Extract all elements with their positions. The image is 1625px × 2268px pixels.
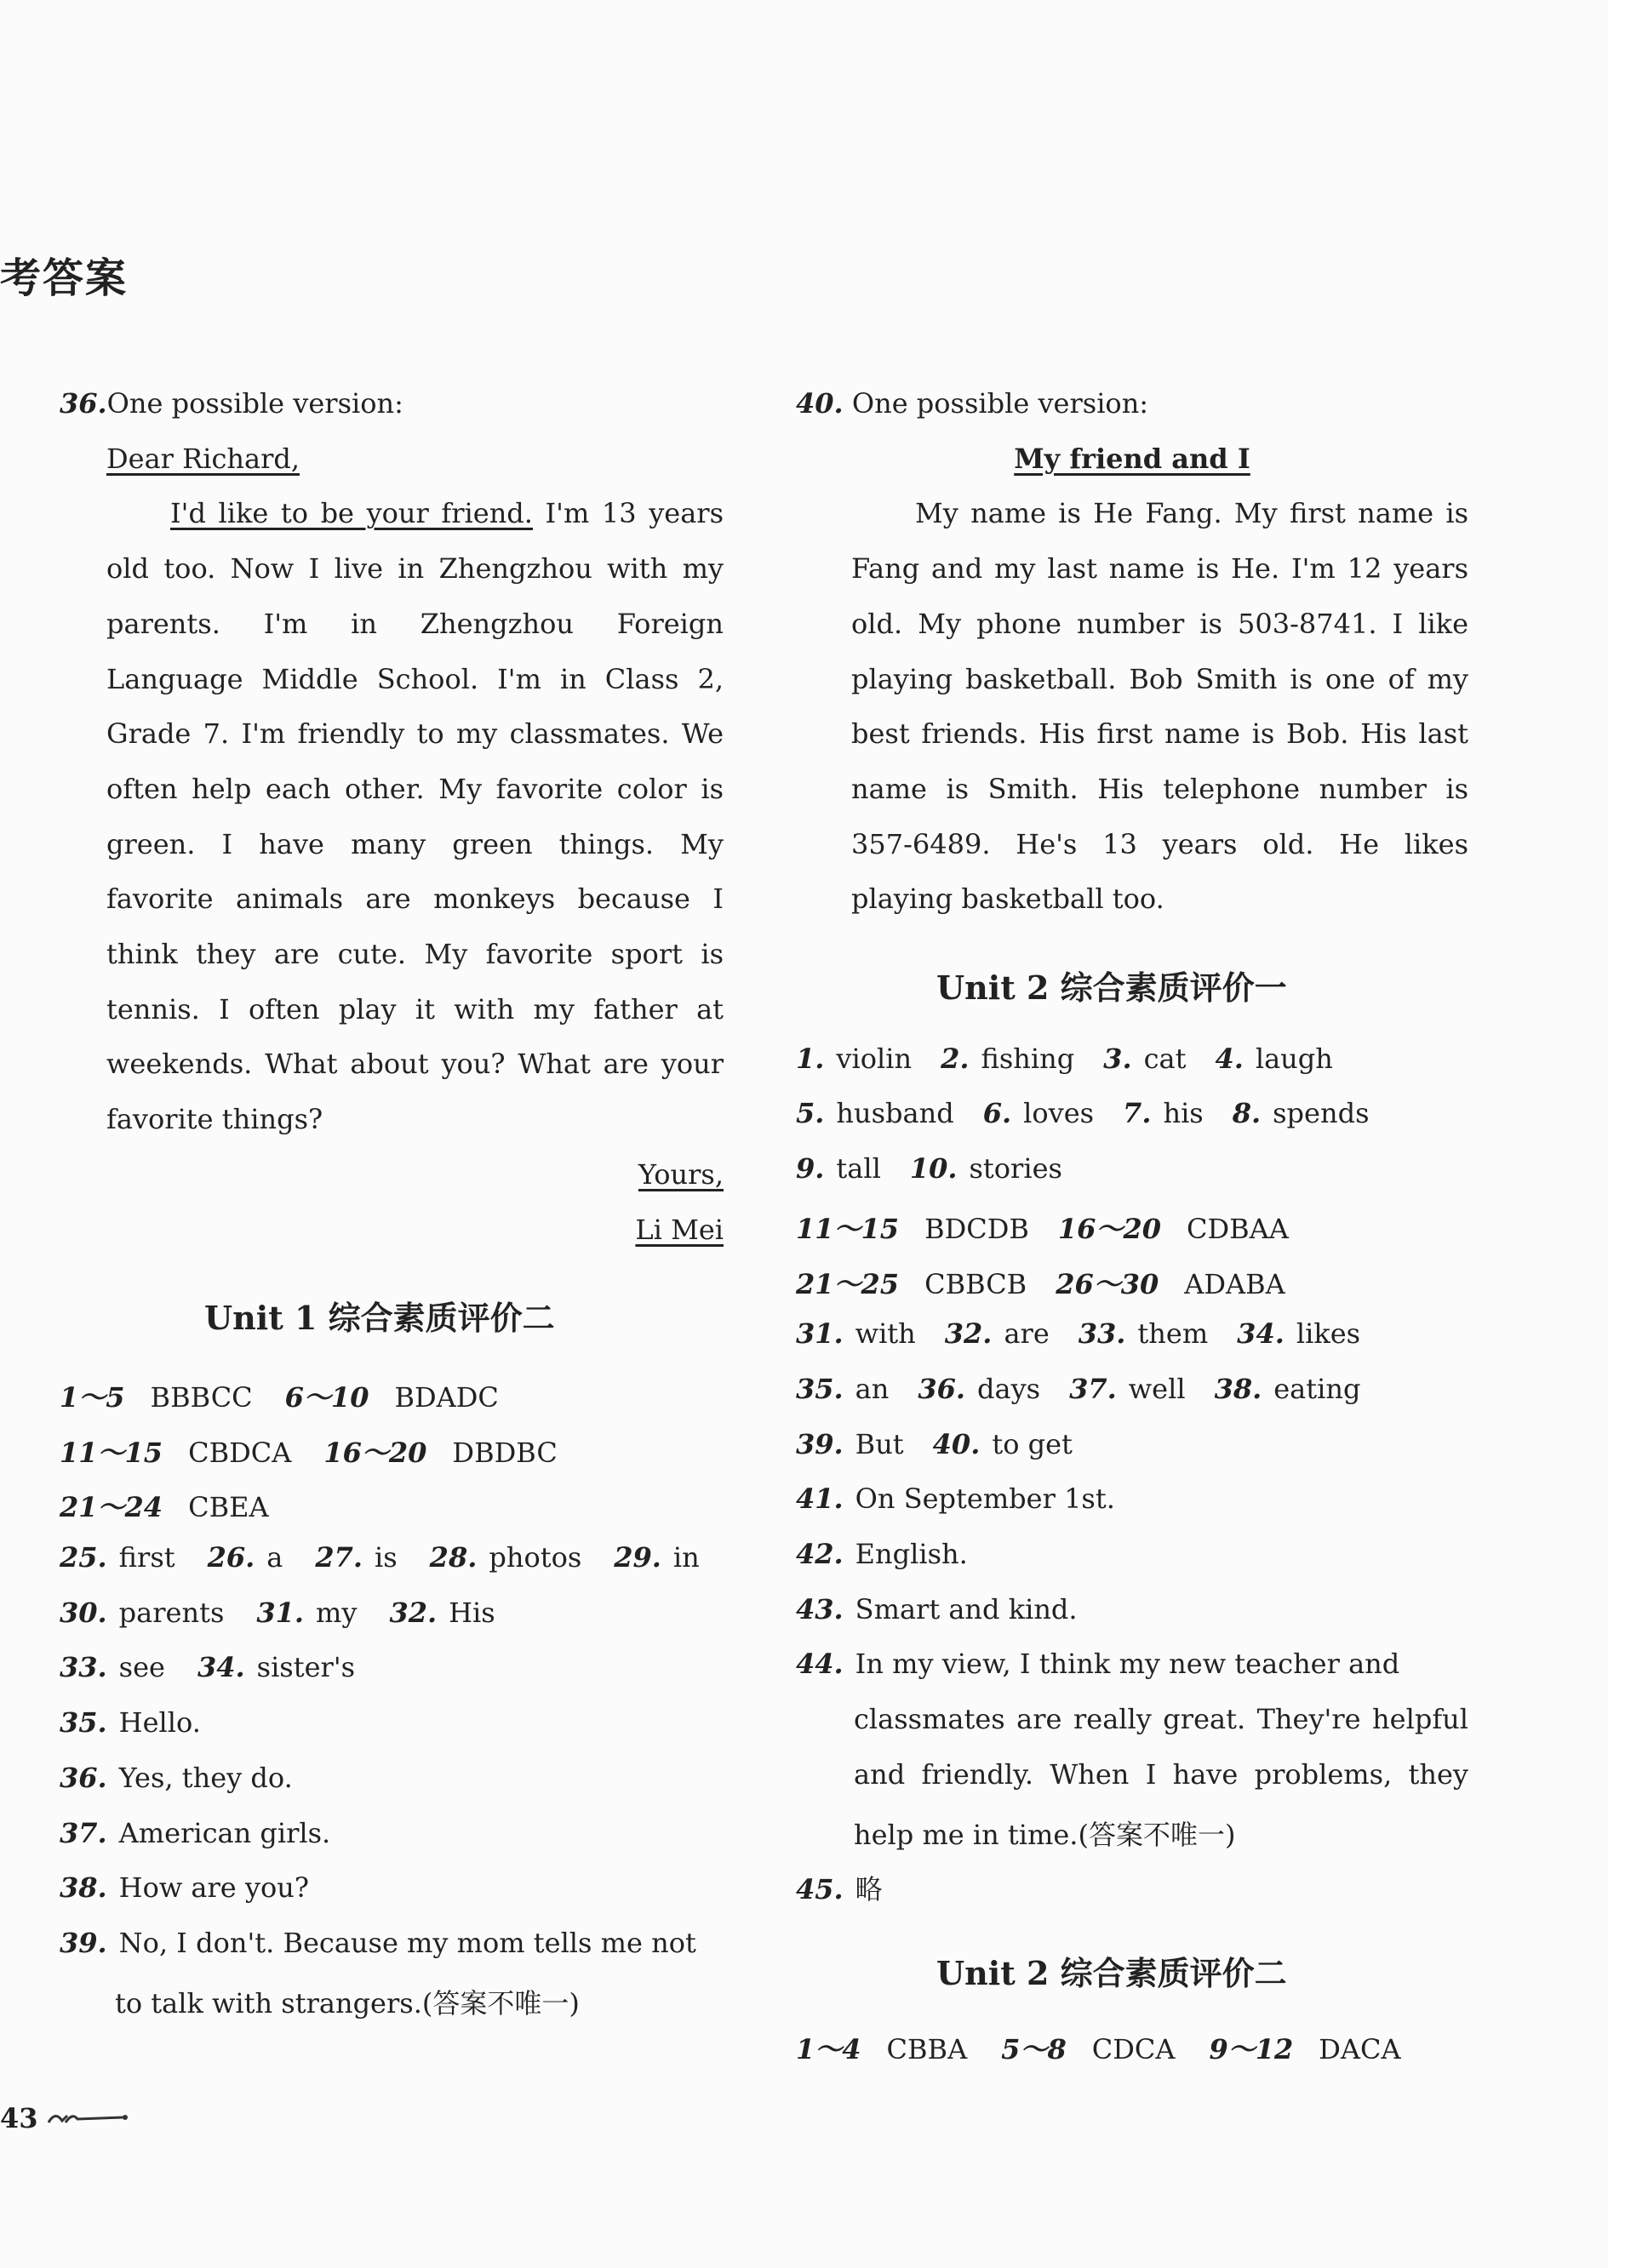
answer-row xyxy=(60,1927,696,1959)
answer-item xyxy=(256,1597,357,1629)
answer-continuation xyxy=(854,1703,1468,1735)
answer-number: 27. xyxy=(315,1541,363,1574)
answer-text: BBBCC xyxy=(150,1380,253,1414)
essay-text: favorite things? xyxy=(106,1103,323,1136)
answer-number: 29. xyxy=(614,1541,661,1574)
answer-item xyxy=(796,1152,881,1185)
answer-item xyxy=(60,1871,309,1904)
answer-item xyxy=(60,1651,165,1683)
answer-text: my xyxy=(316,1596,358,1629)
answer-text: sister's xyxy=(256,1651,356,1684)
page-header: 考答案 xyxy=(0,254,129,302)
answer-item xyxy=(315,1541,397,1574)
answer-item xyxy=(285,1376,499,1415)
question-number: 36. xyxy=(60,387,107,420)
answer-text: CDBAA xyxy=(1186,1212,1289,1245)
answer-item xyxy=(796,1043,912,1075)
answer-text: CDCA xyxy=(1091,2032,1176,2065)
essay-text: favorite animals are monkeys because I xyxy=(106,883,724,916)
answer-text: husband xyxy=(836,1097,954,1130)
closing-text: Yours, xyxy=(638,1157,724,1191)
essay-text: name is Smith. His telephone number is xyxy=(851,772,1468,805)
section-title: Unit 1 综合素质评价二 xyxy=(204,1299,555,1338)
answer-text: stories xyxy=(969,1152,1062,1185)
answer-number: 45. xyxy=(796,1873,844,1906)
answer-text: How are you? xyxy=(118,1871,309,1905)
answer-number: 33. xyxy=(1078,1317,1126,1351)
answer-item xyxy=(430,1541,582,1574)
answer-item xyxy=(1233,1097,1370,1129)
essay-text: green. I have many green things. My xyxy=(106,827,724,860)
answer-number: 2. xyxy=(941,1042,970,1075)
answer-text: CBDCA xyxy=(188,1436,292,1469)
answer-number: 36. xyxy=(60,1761,107,1794)
essay-text: often help each other. My favorite color is xyxy=(106,772,724,805)
answer-item xyxy=(197,1651,355,1683)
answer-text: photos xyxy=(489,1541,582,1574)
essay-text: old. My phone number is 503-8741. I like xyxy=(851,607,1468,640)
answer-text: eating xyxy=(1273,1372,1361,1405)
page-edge xyxy=(1608,0,1625,2268)
answer-row xyxy=(60,1597,495,1629)
answer-item xyxy=(60,1486,269,1525)
essay-text: weekends. What about you? What are your xyxy=(106,1048,724,1081)
answer-item xyxy=(60,1762,293,1794)
answer-row xyxy=(60,1817,330,1849)
answer-row xyxy=(796,2028,1401,2067)
answer-text: a xyxy=(266,1541,283,1574)
answer-continuation xyxy=(854,1814,1235,1853)
letter-signature xyxy=(60,1214,724,1246)
answer-item xyxy=(1058,1208,1289,1247)
essay-text: playing basketball too. xyxy=(851,883,1164,916)
essay-line xyxy=(851,773,1468,805)
answer-item xyxy=(796,1482,1115,1515)
answer-text: are xyxy=(1004,1317,1050,1351)
answer-continuation xyxy=(115,1982,580,2021)
answer-number: 34. xyxy=(1237,1317,1285,1351)
answer-item xyxy=(1215,1373,1361,1405)
answer-item xyxy=(796,1097,954,1129)
answer-row xyxy=(796,1593,1078,1625)
answer-row xyxy=(796,1043,1333,1075)
answer-number: 31. xyxy=(256,1596,305,1629)
answer-number: 36. xyxy=(918,1372,966,1405)
essay-line xyxy=(170,497,724,529)
answer-text: first xyxy=(118,1541,175,1574)
answer-item xyxy=(1069,1373,1185,1405)
answer-text: On September 1st. xyxy=(855,1482,1115,1516)
intro-text: One possible version: xyxy=(843,387,1149,420)
answer-number: 28. xyxy=(429,1541,478,1574)
answer-number: 9～12 xyxy=(1209,2032,1294,2065)
page-number: 43 xyxy=(0,2102,38,2134)
answer-row xyxy=(796,1317,1360,1350)
essay-line xyxy=(851,828,1468,860)
answer-text: His xyxy=(449,1596,495,1629)
answer-item xyxy=(796,1428,904,1460)
answer-item xyxy=(1056,1263,1285,1302)
answer-row xyxy=(796,1097,1369,1129)
answer-text: spends xyxy=(1273,1097,1370,1130)
answer-number: 39. xyxy=(796,1427,844,1460)
answer-number: 21～24 xyxy=(60,1491,163,1524)
essay-text: I'm 13 years xyxy=(532,497,724,530)
answer-item xyxy=(60,1927,696,1959)
answer-number: 30. xyxy=(60,1596,107,1629)
answer-number: 26～30 xyxy=(1056,1267,1159,1300)
answer-item xyxy=(614,1541,700,1574)
answer-item xyxy=(796,1208,1029,1247)
answer-number: 11～15 xyxy=(60,1436,163,1469)
essay-text: Grade 7. I'm friendly to my classmates. We xyxy=(106,717,724,751)
answer-row xyxy=(60,1431,558,1471)
answer-text: an xyxy=(855,1372,890,1405)
page-ornament xyxy=(47,2109,132,2126)
answer-text: Yes, they do. xyxy=(118,1761,293,1794)
answer-number: 37. xyxy=(1069,1372,1117,1405)
answer-number: 26. xyxy=(207,1541,255,1574)
essay-line xyxy=(851,608,1468,640)
answer-text: to talk with strangers.(答案不唯一) xyxy=(115,1986,580,2019)
answer-number: 43. xyxy=(796,1592,844,1625)
essay-line xyxy=(851,552,1468,585)
answer-row xyxy=(60,1541,700,1574)
essay-text: tennis. I often play it with my father at xyxy=(106,992,724,1025)
answer-text: ADABA xyxy=(1184,1267,1285,1300)
answer-number: 9. xyxy=(796,1152,825,1185)
answer-row xyxy=(60,1871,309,1904)
answer-number: 6. xyxy=(982,1097,1012,1130)
answer-number: 10. xyxy=(909,1152,958,1185)
answer-text: No, I don't. Because my mom tells me not xyxy=(118,1926,696,1959)
answer-row xyxy=(60,1376,499,1415)
section-title: Unit 2 综合素质评价一 xyxy=(936,968,1287,1007)
intro-text: One possible version: xyxy=(106,387,403,420)
answer-text: Smart and kind. xyxy=(855,1592,1078,1625)
answer-item xyxy=(60,1597,224,1629)
answer-number: 25. xyxy=(60,1541,107,1574)
answer-text: laugh xyxy=(1255,1042,1333,1075)
answer-row xyxy=(796,1868,883,1907)
answer-row xyxy=(796,1428,1073,1460)
answer-item xyxy=(796,1538,968,1570)
answer-number: 38. xyxy=(60,1871,107,1905)
essay-intro xyxy=(60,387,403,420)
answer-text: DBDBC xyxy=(452,1436,558,1469)
essay-intro xyxy=(796,387,1148,420)
answer-item xyxy=(796,1593,1078,1625)
answer-number: 16～20 xyxy=(323,1436,427,1469)
essay-line xyxy=(106,552,724,585)
answer-item xyxy=(1001,2028,1175,2067)
letter-closing xyxy=(60,1158,724,1191)
answer-item xyxy=(796,1263,1027,1302)
answer-text: days xyxy=(977,1372,1041,1405)
answer-continuation xyxy=(854,1758,1468,1791)
answer-item xyxy=(796,1868,883,1907)
answer-number: 3. xyxy=(1103,1042,1132,1075)
question-number: 40. xyxy=(796,387,844,420)
answer-item xyxy=(208,1541,283,1574)
answer-item xyxy=(1079,1317,1208,1350)
answer-item xyxy=(941,1043,1074,1075)
essay-title-text: My friend and I xyxy=(1014,442,1250,475)
greeting-text: Dear Richard, xyxy=(106,442,300,475)
essay-text: old too. Now I live in Zhengzhou with my xyxy=(106,552,724,586)
answer-item xyxy=(796,1317,916,1350)
answer-text: CBBA xyxy=(886,2032,968,2065)
essay-text: parents. I'm in Zhengzhou Foreign xyxy=(106,607,724,640)
answer-text: to get xyxy=(992,1427,1073,1460)
answer-row xyxy=(796,1152,1062,1185)
answer-row xyxy=(60,1486,269,1525)
essay-title xyxy=(796,443,1468,475)
answer-text: well xyxy=(1128,1372,1186,1405)
answer-text: 略 xyxy=(855,1873,883,1906)
answer-item xyxy=(1209,2028,1400,2067)
answer-row xyxy=(60,1762,293,1794)
answer-text: in xyxy=(672,1541,700,1574)
answer-number: 39. xyxy=(60,1926,107,1959)
essay-line xyxy=(106,608,724,640)
essay-line xyxy=(106,993,724,1025)
essay-line xyxy=(106,938,724,970)
essay-text: Fang and my last name is He. I'm 12 years xyxy=(851,552,1468,586)
answer-number: 31. xyxy=(796,1317,844,1351)
essay-text: My name is He Fang. My first name is xyxy=(915,497,1468,530)
answer-row xyxy=(796,1482,1115,1515)
answer-text: tall xyxy=(836,1152,881,1185)
answer-number: 34. xyxy=(197,1651,245,1684)
answer-item xyxy=(918,1373,1040,1405)
answer-row xyxy=(60,1706,201,1739)
answer-text: his xyxy=(1163,1097,1204,1130)
answer-number: 4. xyxy=(1215,1042,1244,1075)
essay-text: 357-6489. He's 13 years old. He likes xyxy=(851,827,1468,860)
answer-number: 42. xyxy=(796,1538,844,1570)
essay-line xyxy=(106,883,724,915)
answer-number: 1. xyxy=(796,1042,825,1075)
answer-text: DACA xyxy=(1319,2032,1401,2065)
answer-item xyxy=(983,1097,1094,1129)
answer-item xyxy=(910,1152,1062,1185)
essay-text: playing basketball. Bob Smith is one of my xyxy=(851,662,1468,695)
answer-item xyxy=(933,1428,1073,1460)
answer-item xyxy=(796,2028,967,2067)
essay-text: think they are cute. My favorite sport is xyxy=(106,938,724,970)
answer-item xyxy=(1215,1043,1332,1075)
answer-text: In my view, I think my new teacher and xyxy=(855,1648,1400,1681)
essay-line xyxy=(106,1048,724,1080)
answer-text: Hello. xyxy=(118,1706,201,1740)
answer-number: 5. xyxy=(796,1097,825,1130)
section-title: Unit 2 综合素质评价二 xyxy=(936,1953,1287,1992)
answer-number: 35. xyxy=(796,1372,844,1405)
answer-text: BDCDB xyxy=(924,1212,1029,1245)
answer-number: 6～10 xyxy=(284,1380,369,1414)
answer-item xyxy=(60,1706,201,1739)
answer-text: fishing xyxy=(981,1042,1075,1075)
answer-text: classmates are really great. They're helpful xyxy=(854,1703,1468,1736)
answer-item xyxy=(1103,1043,1186,1075)
answer-item xyxy=(796,1648,1399,1680)
answer-item xyxy=(796,1373,889,1405)
answer-row xyxy=(796,1538,968,1570)
essay-line xyxy=(106,663,724,695)
essay-line xyxy=(106,717,724,750)
answer-number: 38. xyxy=(1214,1372,1262,1405)
essay-line xyxy=(851,663,1468,695)
answer-item xyxy=(60,1817,330,1849)
answer-text: American girls. xyxy=(118,1816,331,1849)
letter-greeting xyxy=(106,443,300,475)
answer-item xyxy=(389,1597,495,1629)
answer-row xyxy=(60,1651,355,1683)
answer-item xyxy=(323,1431,558,1471)
answer-item xyxy=(60,1431,291,1471)
answer-text: them xyxy=(1137,1317,1209,1351)
essay-line xyxy=(851,883,1164,915)
answer-text: BDADC xyxy=(394,1380,499,1414)
answer-number: 21～25 xyxy=(796,1267,900,1300)
answer-text: and friendly. When I have problems, they xyxy=(854,1757,1468,1791)
answer-item xyxy=(60,1541,175,1574)
essay-text: Language Middle School. I'm in Class 2, xyxy=(106,662,724,695)
answer-text: is xyxy=(375,1541,398,1574)
answer-row xyxy=(796,1208,1289,1247)
answer-number: 1～5 xyxy=(60,1380,125,1414)
essay-line xyxy=(851,717,1468,750)
signature-text: Li Mei xyxy=(635,1213,724,1246)
answer-row xyxy=(796,1648,1399,1680)
essay-line xyxy=(106,773,724,805)
answer-row xyxy=(796,1373,1360,1405)
answer-number: 37. xyxy=(60,1816,107,1849)
answer-text: CBBCB xyxy=(924,1267,1027,1300)
answer-text: with xyxy=(855,1317,916,1351)
answer-item xyxy=(1123,1097,1204,1129)
answer-text: see xyxy=(118,1651,165,1684)
answer-number: 35. xyxy=(60,1706,107,1740)
answer-number: 7. xyxy=(1123,1097,1152,1130)
answer-text: loves xyxy=(1023,1097,1095,1130)
answer-number: 11～15 xyxy=(796,1212,900,1245)
answer-text: help me in time.(答案不唯一) xyxy=(854,1818,1236,1851)
answer-number: 44. xyxy=(796,1648,844,1681)
answer-text: likes xyxy=(1296,1317,1361,1351)
answer-number: 8. xyxy=(1232,1097,1262,1130)
answer-item xyxy=(60,1376,253,1415)
answer-text: English. xyxy=(855,1538,968,1570)
answer-number: 32. xyxy=(944,1317,993,1351)
essay-line xyxy=(106,828,724,860)
answer-row xyxy=(796,1263,1285,1302)
answer-number: 16～20 xyxy=(1057,1212,1161,1245)
answer-text: parents xyxy=(118,1596,225,1629)
answer-number: 1～4 xyxy=(796,2032,861,2065)
answer-text: violin xyxy=(836,1042,913,1075)
answer-number: 40. xyxy=(932,1427,981,1460)
answer-item xyxy=(1237,1317,1360,1350)
answer-number: 41. xyxy=(796,1482,844,1516)
answer-number: 32. xyxy=(389,1596,438,1629)
answer-text: CBEA xyxy=(188,1491,269,1524)
answer-number: 33. xyxy=(60,1651,107,1684)
underlined-text: I'd like to be your friend. xyxy=(170,497,533,530)
answer-text: But xyxy=(855,1427,904,1460)
essay-text: best friends. His first name is Bob. His last xyxy=(851,717,1468,751)
answer-item xyxy=(945,1317,1050,1350)
answer-number: 5～8 xyxy=(1001,2032,1067,2065)
essay-line xyxy=(915,497,1468,529)
essay-line xyxy=(106,1103,323,1135)
answer-text: cat xyxy=(1143,1042,1187,1075)
